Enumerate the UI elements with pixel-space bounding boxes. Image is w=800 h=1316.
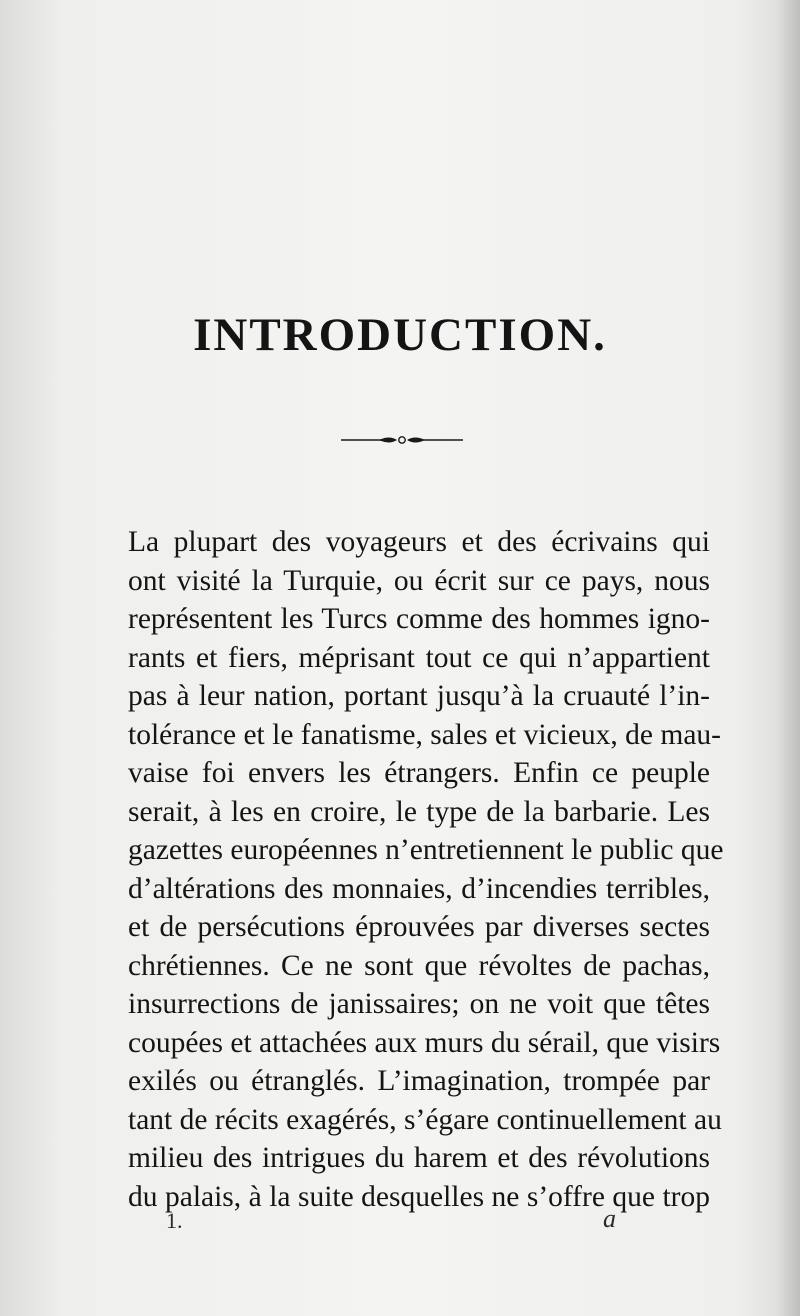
text-line: et de persécutions éprouvées par diverses sectes xyxy=(128,911,710,943)
text-line: milieu des intrigues du harem et des révolutions xyxy=(128,1142,710,1174)
text-line: du palais, à la suite desquelles ne s’offre que trop xyxy=(128,1180,710,1213)
text-line: serait, à les en croire, le type de la barbarie. Les xyxy=(128,795,710,828)
text-line: rants et fiers, méprisant tout ce qui n’appartient xyxy=(128,641,710,674)
body-paragraph xyxy=(128,523,724,1216)
signature-number: 1. xyxy=(166,1208,183,1233)
page-edge-shadow xyxy=(776,0,800,1316)
text-line: vaise foi envers les étrangers. Enfin ce peuple xyxy=(128,757,710,789)
text-line: d’altérations des monnaies, d’incendies terribles, xyxy=(128,872,710,905)
text-line: coupées et attachées aux murs du sérail, que visirs xyxy=(128,1026,721,1059)
text-line: représentent les Turcs comme des hommes igno- xyxy=(128,603,710,635)
text-line: chrétiennes. Ce ne sont que révoltes de pachas, xyxy=(128,949,710,982)
text-line: gazettes européennes n’entretiennent le public que xyxy=(128,834,724,866)
signature-mark: a xyxy=(603,1204,616,1233)
text-line: ont visité la Turquie, ou écrit sur ce pays, nous xyxy=(128,564,710,597)
text-line: La plupart des voyageurs et des écrivains qui xyxy=(128,526,710,558)
text-line: pas à leur nation, portant jusqu’à la cruauté l’in- xyxy=(128,680,710,712)
text-line: exilés ou étranglés. L’imagination, trompée par xyxy=(128,1065,710,1097)
text-line: tolérance et le fanatisme, sales et vicieux, de mau- xyxy=(128,718,722,751)
page-title: INTRODUCTION. xyxy=(193,309,607,361)
ornamental-rule-icon xyxy=(339,432,465,448)
text-line: tant de récits exagérés, s’égare continuellement au xyxy=(128,1103,722,1136)
text-line: insurrections de janissaires; on ne voit que têtes xyxy=(128,988,710,1020)
